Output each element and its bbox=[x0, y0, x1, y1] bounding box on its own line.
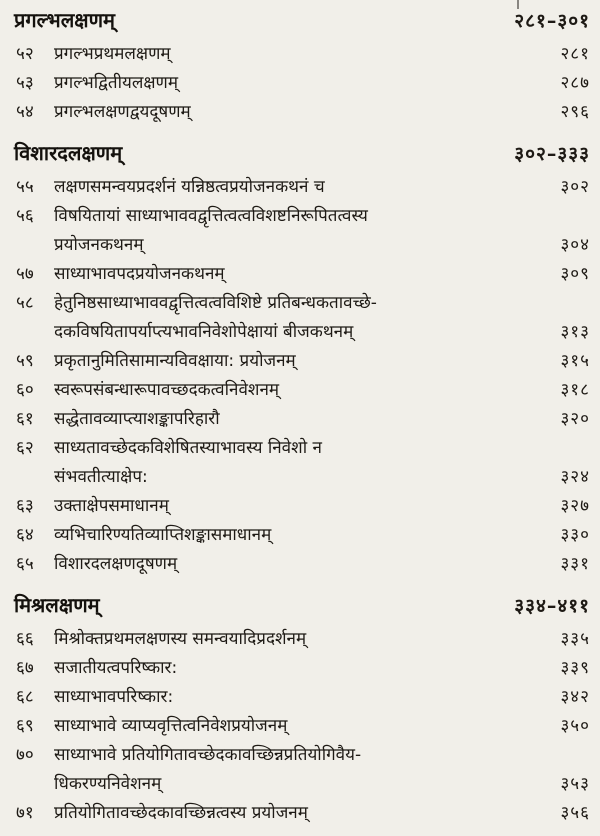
toc-item bbox=[14, 40, 592, 69]
toc-item bbox=[14, 376, 592, 405]
item-serial-number: ५२ bbox=[16, 44, 34, 64]
toc-sections bbox=[14, 6, 592, 828]
item-title bbox=[54, 376, 536, 405]
item-page-number: ३२७ bbox=[560, 496, 590, 516]
item-title bbox=[54, 550, 536, 579]
toc-item bbox=[14, 260, 592, 289]
item-title-line: व्यभिचारिण्यतिव्याप्तिशङ्कासमाधानम् bbox=[54, 525, 272, 545]
item-title bbox=[54, 202, 536, 260]
item-serial-number: ५७ bbox=[16, 264, 34, 284]
item-page-number: ३३९ bbox=[560, 658, 590, 678]
item-title bbox=[54, 98, 536, 127]
item-page-number: २९६ bbox=[560, 102, 590, 122]
section-header bbox=[14, 139, 592, 169]
item-title bbox=[54, 521, 536, 550]
item-title bbox=[54, 69, 536, 98]
section-title: विशारदलक्षणम् bbox=[14, 141, 123, 165]
item-title-line: साध्यतावच्छेदकविशेषितस्याभावस्य निवेशो न bbox=[54, 438, 322, 458]
item-page-number: ३५३ bbox=[560, 774, 590, 794]
item-title bbox=[54, 173, 536, 202]
item-title-line: संभवतीत्याक्षेप: bbox=[54, 467, 148, 487]
item-page-number: २८१ bbox=[560, 44, 590, 64]
toc-item bbox=[14, 741, 592, 799]
item-serial-number: ६० bbox=[16, 380, 34, 400]
item-title-line: सद्धेतावव्याप्त्याशङ्कापरिहारौ bbox=[54, 409, 220, 429]
item-serial-number: ५८ bbox=[16, 293, 34, 313]
item-title bbox=[54, 492, 536, 521]
section-page-range: २८१–३०१ bbox=[514, 10, 590, 32]
item-title bbox=[54, 260, 536, 289]
item-page-number: ३०२ bbox=[560, 177, 590, 197]
item-title bbox=[54, 405, 536, 434]
item-title-line: स्वरूपसंबन्धारूपावच्छदकत्वनिवेशनम् bbox=[54, 380, 280, 400]
item-serial-number: ५६ bbox=[16, 206, 34, 226]
item-serial-number: ७० bbox=[16, 745, 34, 765]
item-title-line: साध्याभावे व्याप्यवृत्तित्वनिवेशप्रयोजनम् bbox=[54, 716, 288, 736]
item-serial-number: ६७ bbox=[16, 658, 34, 678]
item-page-number: ३३५ bbox=[560, 629, 590, 649]
toc-item bbox=[14, 712, 592, 741]
toc-item bbox=[14, 289, 592, 347]
item-title bbox=[54, 289, 536, 347]
toc-item bbox=[14, 202, 592, 260]
item-title bbox=[54, 654, 536, 683]
item-title-line: मिश्रोक्तप्रथमलक्षणस्य समन्वयादिप्रदर्शनम् bbox=[54, 629, 307, 649]
toc-section bbox=[14, 139, 592, 579]
item-title-line: प्रगल्भद्वितीयलक्षणम् bbox=[54, 73, 178, 93]
toc-item bbox=[14, 550, 592, 579]
item-title bbox=[54, 741, 536, 799]
item-serial-number: ६४ bbox=[16, 525, 34, 545]
item-page-number: ३४२ bbox=[560, 687, 590, 707]
item-title bbox=[54, 799, 536, 828]
item-page-number: ३२० bbox=[560, 409, 590, 429]
item-page-number: ३०९ bbox=[560, 264, 590, 284]
item-title-line: प्रकृतानुमितिसामान्यविवक्षाया: प्रयोजनम् bbox=[54, 351, 296, 371]
item-page-number: ३१३ bbox=[560, 322, 590, 342]
toc-item bbox=[14, 434, 592, 492]
toc-item bbox=[14, 683, 592, 712]
item-title-line: प्रगल्भलक्षणद्वयदूषणम् bbox=[54, 102, 191, 122]
item-serial-number: ५५ bbox=[16, 177, 34, 197]
toc-item bbox=[14, 405, 592, 434]
item-title-line: साध्याभावे प्रतियोगितावच्छेदकावच्छिन्नप्रतियोगिवैय- bbox=[54, 745, 362, 765]
item-title-line: उक्ताक्षेपसमाधानम् bbox=[54, 496, 169, 516]
item-title bbox=[54, 434, 536, 492]
item-serial-number: ५९ bbox=[16, 351, 34, 371]
item-title-line: विषयितायां साध्याभाववद्वृत्तित्वत्वविशष्टनिरूपितत्वस्य bbox=[54, 206, 368, 226]
item-serial-number: ६६ bbox=[16, 629, 34, 649]
toc-item bbox=[14, 625, 592, 654]
item-title-line: प्रगल्भप्रथमलक्षणम् bbox=[54, 44, 171, 64]
item-page-number: ३१५ bbox=[560, 351, 590, 371]
item-page-number: २८७ bbox=[560, 73, 590, 93]
item-title-line: हेतुनिष्ठसाध्याभाववद्वृत्तित्वत्वविशिष्टे प्रतिबन्धकतावच्छे- bbox=[54, 293, 377, 313]
item-page-number: ३२४ bbox=[560, 467, 590, 487]
item-serial-number: ६१ bbox=[16, 409, 34, 429]
toc-item bbox=[14, 69, 592, 98]
item-page-number: ३३० bbox=[560, 525, 590, 545]
toc-section bbox=[14, 6, 592, 127]
item-title bbox=[54, 625, 536, 654]
section-page-range: ३०२–३३३ bbox=[514, 143, 590, 165]
toc-item bbox=[14, 98, 592, 127]
toc-item bbox=[14, 521, 592, 550]
item-title-line: लक्षणसमन्वयप्रदर्शनं यन्निष्ठत्वप्रयोजनकथनं च bbox=[54, 177, 325, 197]
toc-item bbox=[14, 173, 592, 202]
item-title bbox=[54, 712, 536, 741]
toc-section bbox=[14, 591, 592, 828]
toc-item bbox=[14, 799, 592, 828]
section-header bbox=[14, 591, 592, 621]
item-title bbox=[54, 347, 536, 376]
item-title-line: धिकरण्यनिवेशनम् bbox=[54, 774, 162, 794]
item-title bbox=[54, 683, 536, 712]
item-title bbox=[54, 40, 536, 69]
scan-artifact bbox=[517, 0, 519, 9]
item-title-line: विशारदलक्षणदूषणम् bbox=[54, 554, 178, 574]
item-serial-number: ५३ bbox=[16, 73, 34, 93]
item-serial-number: ६९ bbox=[16, 716, 34, 736]
item-page-number: ३०४ bbox=[560, 235, 590, 255]
item-page-number: ३१८ bbox=[560, 380, 590, 400]
item-serial-number: ६८ bbox=[16, 687, 34, 707]
item-title-line: प्रयोजनकथनम् bbox=[54, 235, 144, 255]
item-page-number: ३५६ bbox=[560, 803, 590, 823]
section-title: मिश्रलक्षणम् bbox=[14, 593, 100, 617]
item-title-line: साध्याभावपरिष्कार: bbox=[54, 687, 174, 707]
section-header bbox=[14, 6, 592, 36]
item-serial-number: ६५ bbox=[16, 554, 34, 574]
item-title-line: दकविषयितापर्याप्त्यभावनिवेशोपेक्षायां बीजकथनम् bbox=[54, 322, 354, 342]
item-serial-number: ६२ bbox=[16, 438, 34, 458]
item-title-line: प्रतियोगितावच्छेदकावच्छिन्नत्वस्य प्रयोजनम् bbox=[54, 803, 308, 823]
item-title-line: सजातीयत्वपरिष्कार: bbox=[54, 658, 178, 678]
toc-item bbox=[14, 347, 592, 376]
item-serial-number: ५४ bbox=[16, 102, 34, 122]
item-serial-number: ६३ bbox=[16, 496, 34, 516]
item-page-number: ३५० bbox=[560, 716, 590, 736]
section-page-range: ३३४–४११ bbox=[514, 595, 590, 617]
toc-item bbox=[14, 492, 592, 521]
item-title-line: साध्याभावपदप्रयोजनकथनम् bbox=[54, 264, 225, 284]
item-serial-number: ७१ bbox=[16, 803, 34, 823]
section-title: प्रगल्भलक्षणम् bbox=[14, 8, 116, 32]
item-page-number: ३३१ bbox=[560, 554, 590, 574]
toc-item bbox=[14, 654, 592, 683]
